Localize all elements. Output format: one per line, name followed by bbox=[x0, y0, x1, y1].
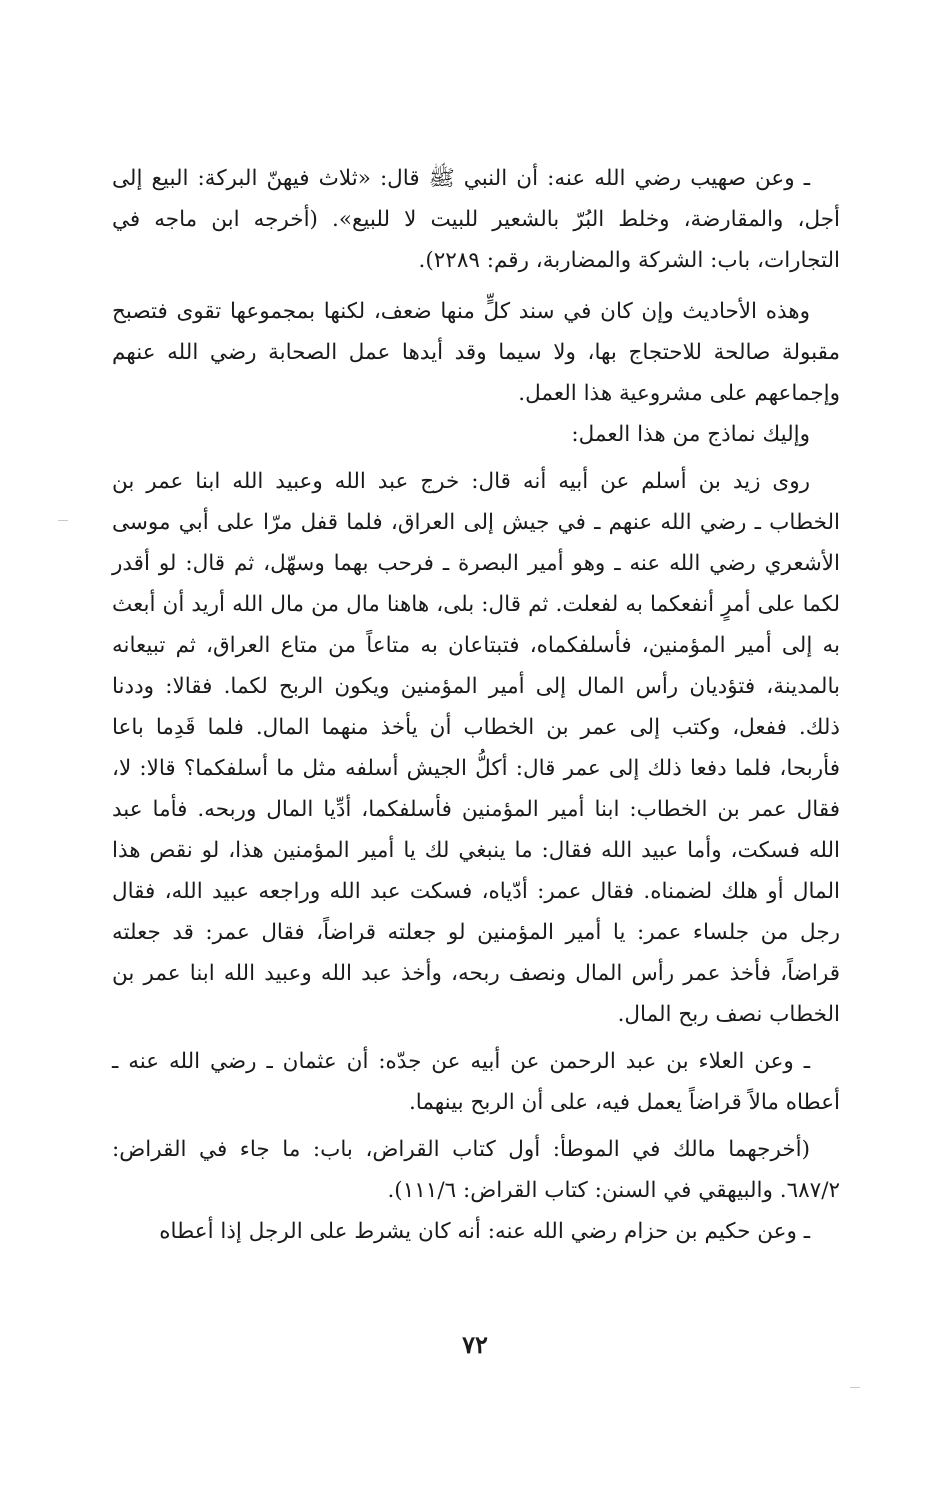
paragraph-examples-intro: وإليك نماذج من هذا العمل: bbox=[571, 422, 810, 447]
paragraph-hakim-narration: ـ وعن حكيم بن حزام رضي الله عنه: أنه كان يشرط على الرجل إذا أعطاه bbox=[159, 1219, 810, 1244]
scan-margin-mark bbox=[58, 520, 68, 521]
page-body-text bbox=[112, 158, 840, 1252]
scan-margin-mark bbox=[850, 1387, 860, 1388]
page-number: ٧٢ bbox=[462, 1330, 488, 1359]
paragraph-ala-narration: ـ وعن العلاء بن عبد الرحمن عن أبيه عن جدّه: أن عثمان ـ رضي الله عنه ـ أعطاه مالاً قراضاً يعمل فيه، على أن الربح بينهما. bbox=[112, 1049, 840, 1115]
paragraph-citation: (أخرجهما مالك في الموطأ: أول كتاب القراض، باب: ما جاء في القراض: ٦٨٧/٢. والبيهقي في السنن: كتاب القراض: ١١١/٦). bbox=[112, 1137, 840, 1203]
paragraph-zayd-narration: روى زيد بن أسلم عن أبيه أنه قال: خرج عبد الله وعبيد الله ابنا عمر بن الخطاب ـ رضي الله عنهم ـ في جيش إلى العراق، فلما قفل مرّا على أبي موسى الأشعري رضي الله عنه ـ وهو أمير البصرة ـ فرحب بهما وسهّل، ثم قال: لو أقدر لكما على أمرٍ أنفعكما به لفعلت. ثم قال: بلى، هاهنا مال من مال الله أريد أن أبعث به إلى أمير المؤمنين، فأسلفكماه، فتبتاعان به متاعاً من متاع العراق، ثم تبيعانه بالمدينة، فتؤديان رأس المال إلى أمير المؤمنين ويكون الربح لكما. فقالا: وددنا ذلك. ففعل، وكتب إلى عمر بن الخطاب أن يأخذ منهما المال. فلما قَدِما باعا فأربحا، فلما دفعا ذلك إلى عمر قال: أكلُّ الجيش أسلفه مثل ما أسلفكما؟ قالا: لا، فقال عمر بن الخطاب: ابنا أمير المؤمنين فأسلفكما، أدِّيا المال وربحه. فأما عبد الله فسكت، وأما عبيد الله فقال: ما ينبغي لك يا أمير المؤمنين هذا، لو نقص هذا المال أو هلك لضمناه. فقال عمر: أدّياه، فسكت عبد الله وراجعه عبيد الله، فقال رجل من جلساء عمر: يا أمير المؤمنين لو جعلته قراضاً، فقال عمر: قد جعلته قراضاً، فأخذ عمر رأس المال ونصف ربحه، وأخذ عبد الله وعبيد الله ابنا عمر بن الخطاب نصف ربح المال. bbox=[112, 469, 840, 1027]
paragraph-hadith-strength: وهذه الأحاديث وإن كان في سند كلٍّ منها ضعف، لكنها بمجموعها تقوى فتصبح مقبولة صالحة للاحتجاج بها، ولا سيما وقد أيدها عمل الصحابة رضي الله عنهم وإجماعهم على مشروعية هذا العمل. bbox=[112, 299, 840, 406]
paragraph-suhayb-hadith: ـ وعن صهيب رضي الله عنه: أن النبي ﷺ قال: «ثلاث فيهنّ البركة: البيع إلى أجل، والمقارضة، وخلط البُرّ بالشعير للبيت لا للبيع». (أخرجه ابن ماجه في التجارات، باب: الشركة والمضاربة، رقم: ٢٢٨٩). bbox=[112, 166, 840, 273]
